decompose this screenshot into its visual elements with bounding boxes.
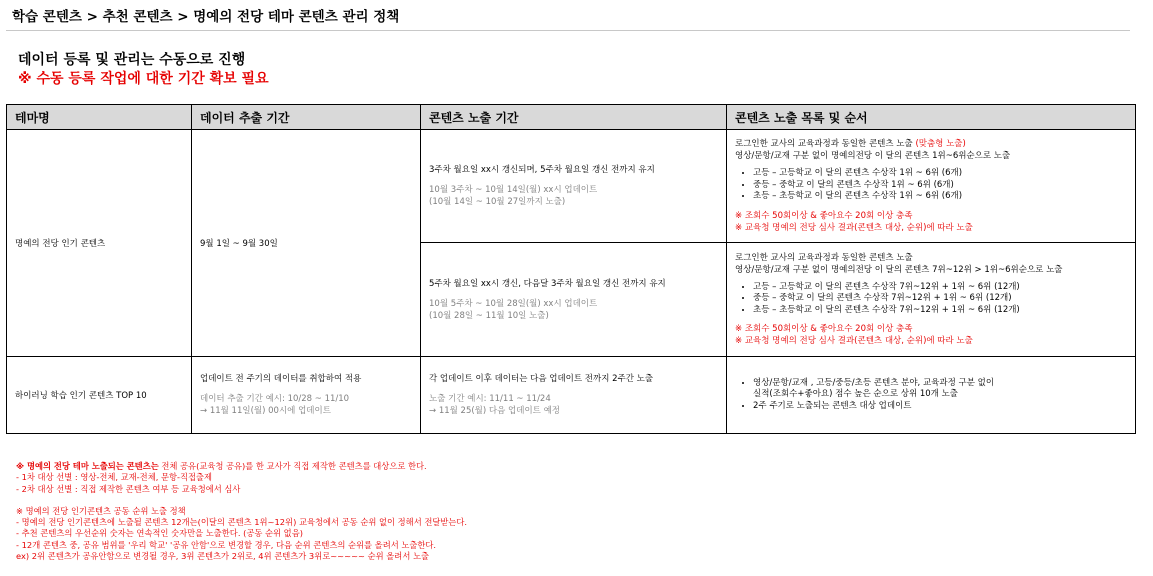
list-desc: 로그인한 교사의 교육과정과 동일한 콘텐츠 노출 (맞춤형 노출) (735, 139, 966, 150)
list-item: • 초등 – 초등학교 이 달의 콘텐츠 수상작 1위 ~ 6위 (6개) (753, 191, 1127, 203)
table-header-row (7, 105, 1136, 130)
extract-period-cell (192, 357, 421, 434)
list-item: • 중등 – 중학교 이 달의 콘텐츠 수상작 1위 ~ 6위 (6개) (753, 180, 1127, 192)
note-line: - 명예의 전당 인기콘텐츠에 노출될 콘텐츠 12개는(이달의 콘텐츠 1위~12위) 교육청에서 공동 순위 없이 정해서 전달받는다. (16, 517, 468, 528)
expose-period-cell (421, 130, 727, 243)
intro-heading: 데이터 등록 및 관리는 수동으로 진행 (18, 52, 246, 68)
criteria-note: ※ 교육청 명예의 전당 심사 결과(콘텐츠 대상, 순위)에 따라 노출 (735, 222, 973, 233)
note-line: ex) 2위 콘텐츠가 공유안함으로 변경될 경우, 3위 콘텐츠가 2위로, 4위 콘텐츠가 3위로~~~~~ 순위 올려서 노출 (16, 551, 430, 562)
expose-period-cell (421, 357, 727, 434)
expose-main: 5주차 월요일 xx시 갱신, 다음달 3주차 월요일 갱신 전까지 유지 (429, 278, 666, 289)
expose-example: 노출 기간 예시: 11/11 ~ 11/24 (429, 394, 551, 404)
extract-period-cell: 9월 1일 ~ 9월 30일 (192, 130, 421, 357)
expose-main: 각 업데이트 이후 데이터는 다음 업데이트 전까지 2주간 노출 (429, 374, 654, 384)
theme-cell: 하이러닝 학습 인기 콘텐츠 TOP 10 (7, 357, 192, 434)
note-heading: ※ 명예의 전당 인기콘텐츠 공동 순위 노출 정책 (16, 505, 186, 516)
list-desc: 영상/문항/교재 구분 없이 명예의전당 이 달의 콘텐츠 1위~6위순으로 노출 (735, 151, 1011, 162)
note-line: - 2차 대상 선별 : 직접 제작한 콘텐츠 여부 등 교육청에서 심사 (16, 483, 241, 494)
theme-cell: 명예의 전당 인기 콘텐츠 (7, 130, 192, 357)
expose-example: 10월 5주차 ~ 10월 28일(월) xx시 업데이트 (429, 298, 598, 309)
criteria-note: ※ 교육청 명예의 전당 심사 결과(콘텐츠 대상, 순위)에 따라 노출 (735, 336, 973, 347)
expose-period-cell (421, 243, 727, 357)
extract-example: 데이터 추출 기간 예시: 10/28 ~ 11/10 (200, 394, 350, 404)
list-desc: 로그인한 교사의 교육과정과 동일한 콘텐츠 노출 (735, 252, 913, 263)
rank-list (735, 168, 1127, 203)
header-theme: 테마명 (7, 105, 192, 130)
expose-list-cell (727, 357, 1136, 434)
header-expose-list: 콘텐츠 노출 목록 및 순서 (727, 105, 1136, 130)
note-heading: ※ 명예의 전당 테마 노출되는 콘텐츠는 전체 공유(교육청 공유)를 한 교사가 직접 제작한 콘텐츠를 대상으로 한다. (16, 461, 427, 471)
rank-list (735, 378, 1127, 413)
note-line: - 1차 대상 선별 : 영상-전체, 교재-전체, 문항-직접출제 (16, 472, 213, 483)
criteria-note: ※ 조회수 50회이상 & 좋아요수 20회 이상 충족 (735, 210, 913, 221)
list-item: • 초등 – 초등학교 이 달의 콘텐츠 수상작 7위~12위 + 1위 ~ 6위 (12개) (753, 305, 1127, 317)
breadcrumb: 학습 콘텐츠 > 추천 콘텐츠 > 명예의 전당 테마 콘텐츠 관리 정책 (12, 9, 400, 25)
table-row (7, 130, 1136, 243)
table-row (7, 357, 1136, 434)
policy-table (6, 104, 1136, 434)
expose-example: (10월 14일 ~ 10월 27일까지 노출) (429, 197, 566, 207)
list-item: • 고등 – 고등학교 이 달의 콘텐츠 수상작 7위~12위 + 1위 ~ 6위 (12개) (753, 282, 1127, 294)
criteria-note: ※ 조회수 50회이상 & 좋아요수 20회 이상 충족 (735, 324, 913, 335)
expose-main: 3주차 월요일 xx시 갱신되며, 5주차 월요일 갱신 전까지 유지 (429, 165, 655, 175)
list-item: • 중등 – 중학교 이 달의 콘텐츠 수상작 7위~12위 + 1위 ~ 6위 (12개) (753, 293, 1127, 305)
breadcrumb-divider (6, 30, 1130, 31)
intro-warning: ※ 수동 등록 작업에 대한 기간 확보 필요 (18, 71, 269, 87)
expose-example: → 11월 25(월) 다음 업데이트 예정 (429, 406, 561, 416)
policy-notes (16, 461, 1136, 562)
extract-example: → 11월 11일(월) 00시에 업데이트 (200, 406, 331, 416)
extract-main: 업데이트 전 주기의 데이터를 취합하여 적용 (200, 374, 362, 384)
expose-list-cell (727, 243, 1136, 357)
list-desc: 영상/문항/교재 구분 없이 명예의전당 이 달의 콘텐츠 7위~12위 > 1위~6위순으로 노출 (735, 264, 1063, 275)
list-item: • 고등 – 고등학교 이 달의 콘텐츠 수상작 1위 ~ 6위 (6개) (753, 168, 1127, 180)
note-line: - 추천 콘텐츠의 우선순위 숫자는 연속적인 숫자만을 노출한다. (공동 순위 없음) (16, 528, 303, 539)
expose-example: (10월 28일 ~ 11월 10일 노출) (429, 310, 549, 321)
expose-example: 10월 3주차 ~ 10월 14일(월) xx시 업데이트 (429, 185, 598, 195)
list-item: • 2주 주기로 노출되는 콘텐츠 대상 업데이트 (753, 401, 1127, 413)
rank-list (735, 282, 1127, 317)
list-item: • 영상/문항/교재 , 고등/중등/초등 콘텐츠 분야, 교육과정 구분 없이 실적(조회수+좋아요) 점수 높은 순으로 상위 10개 노출 (753, 378, 1127, 401)
note-line: - 12개 콘텐츠 중, 공유 범위를 '우리 학교' '공유 안함'으로 변경할 경우, 다음 순위 콘텐츠의 순위를 올려서 노출한다. (16, 539, 437, 550)
header-expose-period: 콘텐츠 노출 기간 (421, 105, 727, 130)
header-extract-period: 데이터 추출 기간 (192, 105, 421, 130)
custom-exposure-note: (맞춤형 노출) (915, 139, 966, 150)
expose-list-cell (727, 130, 1136, 243)
